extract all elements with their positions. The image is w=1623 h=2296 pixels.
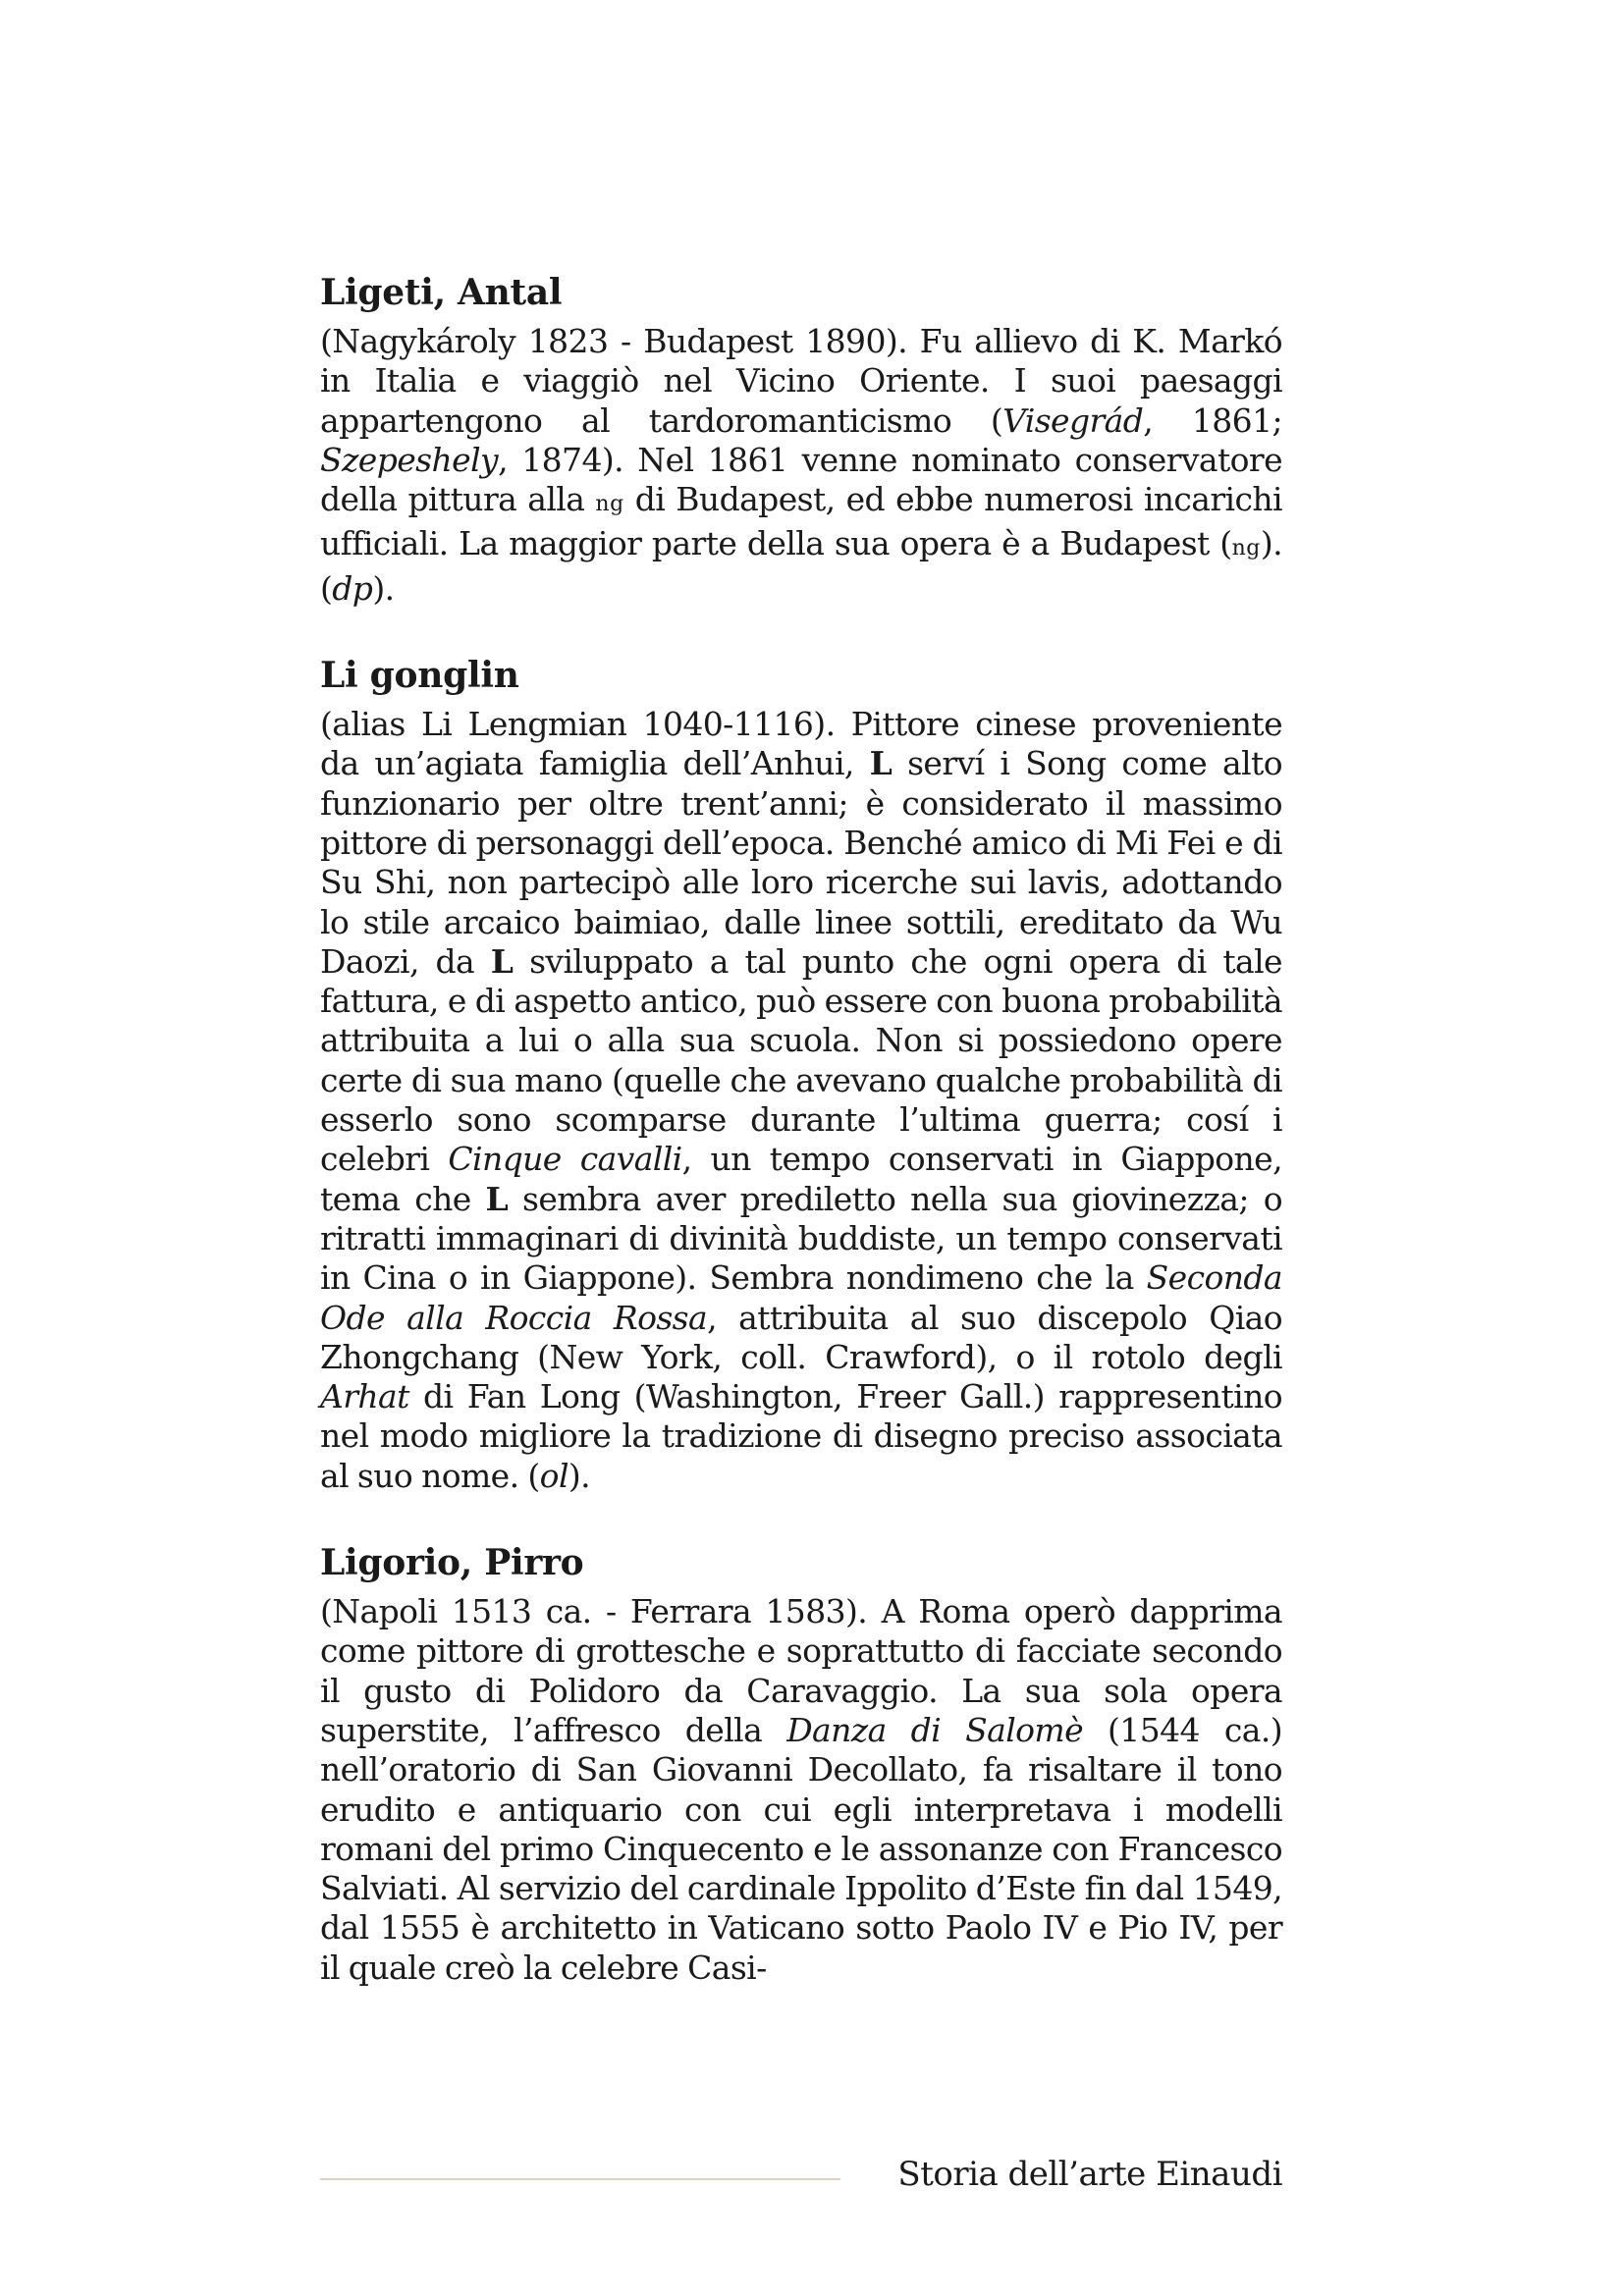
entry-li-gonglin — [320, 654, 1282, 1496]
entry-text: (Nagykároly 1823 - Budapest 1890). Fu allievo di K. Markó in Italia e viaggiò nel Vicino Oriente. I suoi paesaggi appartengono al tardoromanticismo (Visegrád, 1861; Szepeshely, 1874). Nel 1861 venne nominato conservatore della pittura alla ng di Budapest, ed ebbe numerosi incarichi ufficiali. La maggior parte della sua opera è a Budapest (ng). (dp). — [320, 322, 1282, 608]
entry-ligeti-antal — [320, 271, 1282, 609]
page-body — [320, 271, 1282, 2033]
entry-title: Li gonglin — [320, 655, 519, 697]
footer-rule — [320, 2178, 840, 2180]
page-footer — [320, 2152, 1282, 2201]
small-caps-abbrev: ng — [595, 492, 624, 517]
entry-text: (Napoli 1513 ca. - Ferrara 1583). A Roma operò dapprima come pittore di grottesche e soprattutto di facciate secondo il gusto di Polidoro da Caravaggio. La sua sola opera superstite, l’affresco della Danza di Salomè (1544 ca.) nell’oratorio di San Giovanni Decollato, fa risaltare il tono erudito e antiquario con cui egli interpretava i modelli romani del primo Cinquecento e le assonanze con Francesco Salviati. Al servizio del cardinale Ippolito d’Este fin dal 1549, dal 1555 è architetto in Vaticano sotto Paolo IV e Pio IV, per il quale creò la celebre Casi- — [320, 1592, 1283, 1987]
entry-ligorio-pirro — [320, 1541, 1282, 1988]
entry-title: Ligorio, Pirro — [320, 1542, 584, 1584]
footer-publisher-text: Storia dell’arte Einaudi — [897, 2155, 1282, 2194]
small-caps-abbrev: ng — [1231, 536, 1261, 561]
entry-text: (alias Li Lengmian 1040-1116). Pittore cinese proveniente da un’agiata famiglia dell’Anhui, L serví i Song come alto funzionario per oltre trent’anni; è considerato il massimo pittore di personaggi dell’epoca. Benché amico di Mi Fei e di Su Shi, non partecipò alle loro ricerche sui lavis, adottando lo stile arcaico baimiao, dalle linee sottili, ereditato da Wu Daozi, da L sviluppato a tal punto che ogni opera di tale fattura, e di aspetto antico, può essere con buona probabilità attribuita a lui o alla sua scuola. Non si possiedono opere certe di sua mano (quelle che avevano qualche probabilità di esserlo sono scomparse durante l’ultima guerra; cosí i celebri Cinque cavalli, un tempo conservati in Giappone, tema che L sembra aver prediletto nella sua giovinezza; o ritratti immaginari di divinità buddiste, un tempo conservati in Cina o in Giappone). Sembra nondimeno che la Seconda Ode alla Roccia Rossa, attribuita al suo discepolo Qiao Zhongchang (New York, coll. Crawford), o il rotolo degli Arhat di Fan Long (Washington, Freer Gall.) rappresentino nel modo migliore la tradizione di disegno preciso associata al suo nome. (ol). — [320, 705, 1282, 1495]
entry-title: Ligeti, Antal — [320, 272, 563, 313]
